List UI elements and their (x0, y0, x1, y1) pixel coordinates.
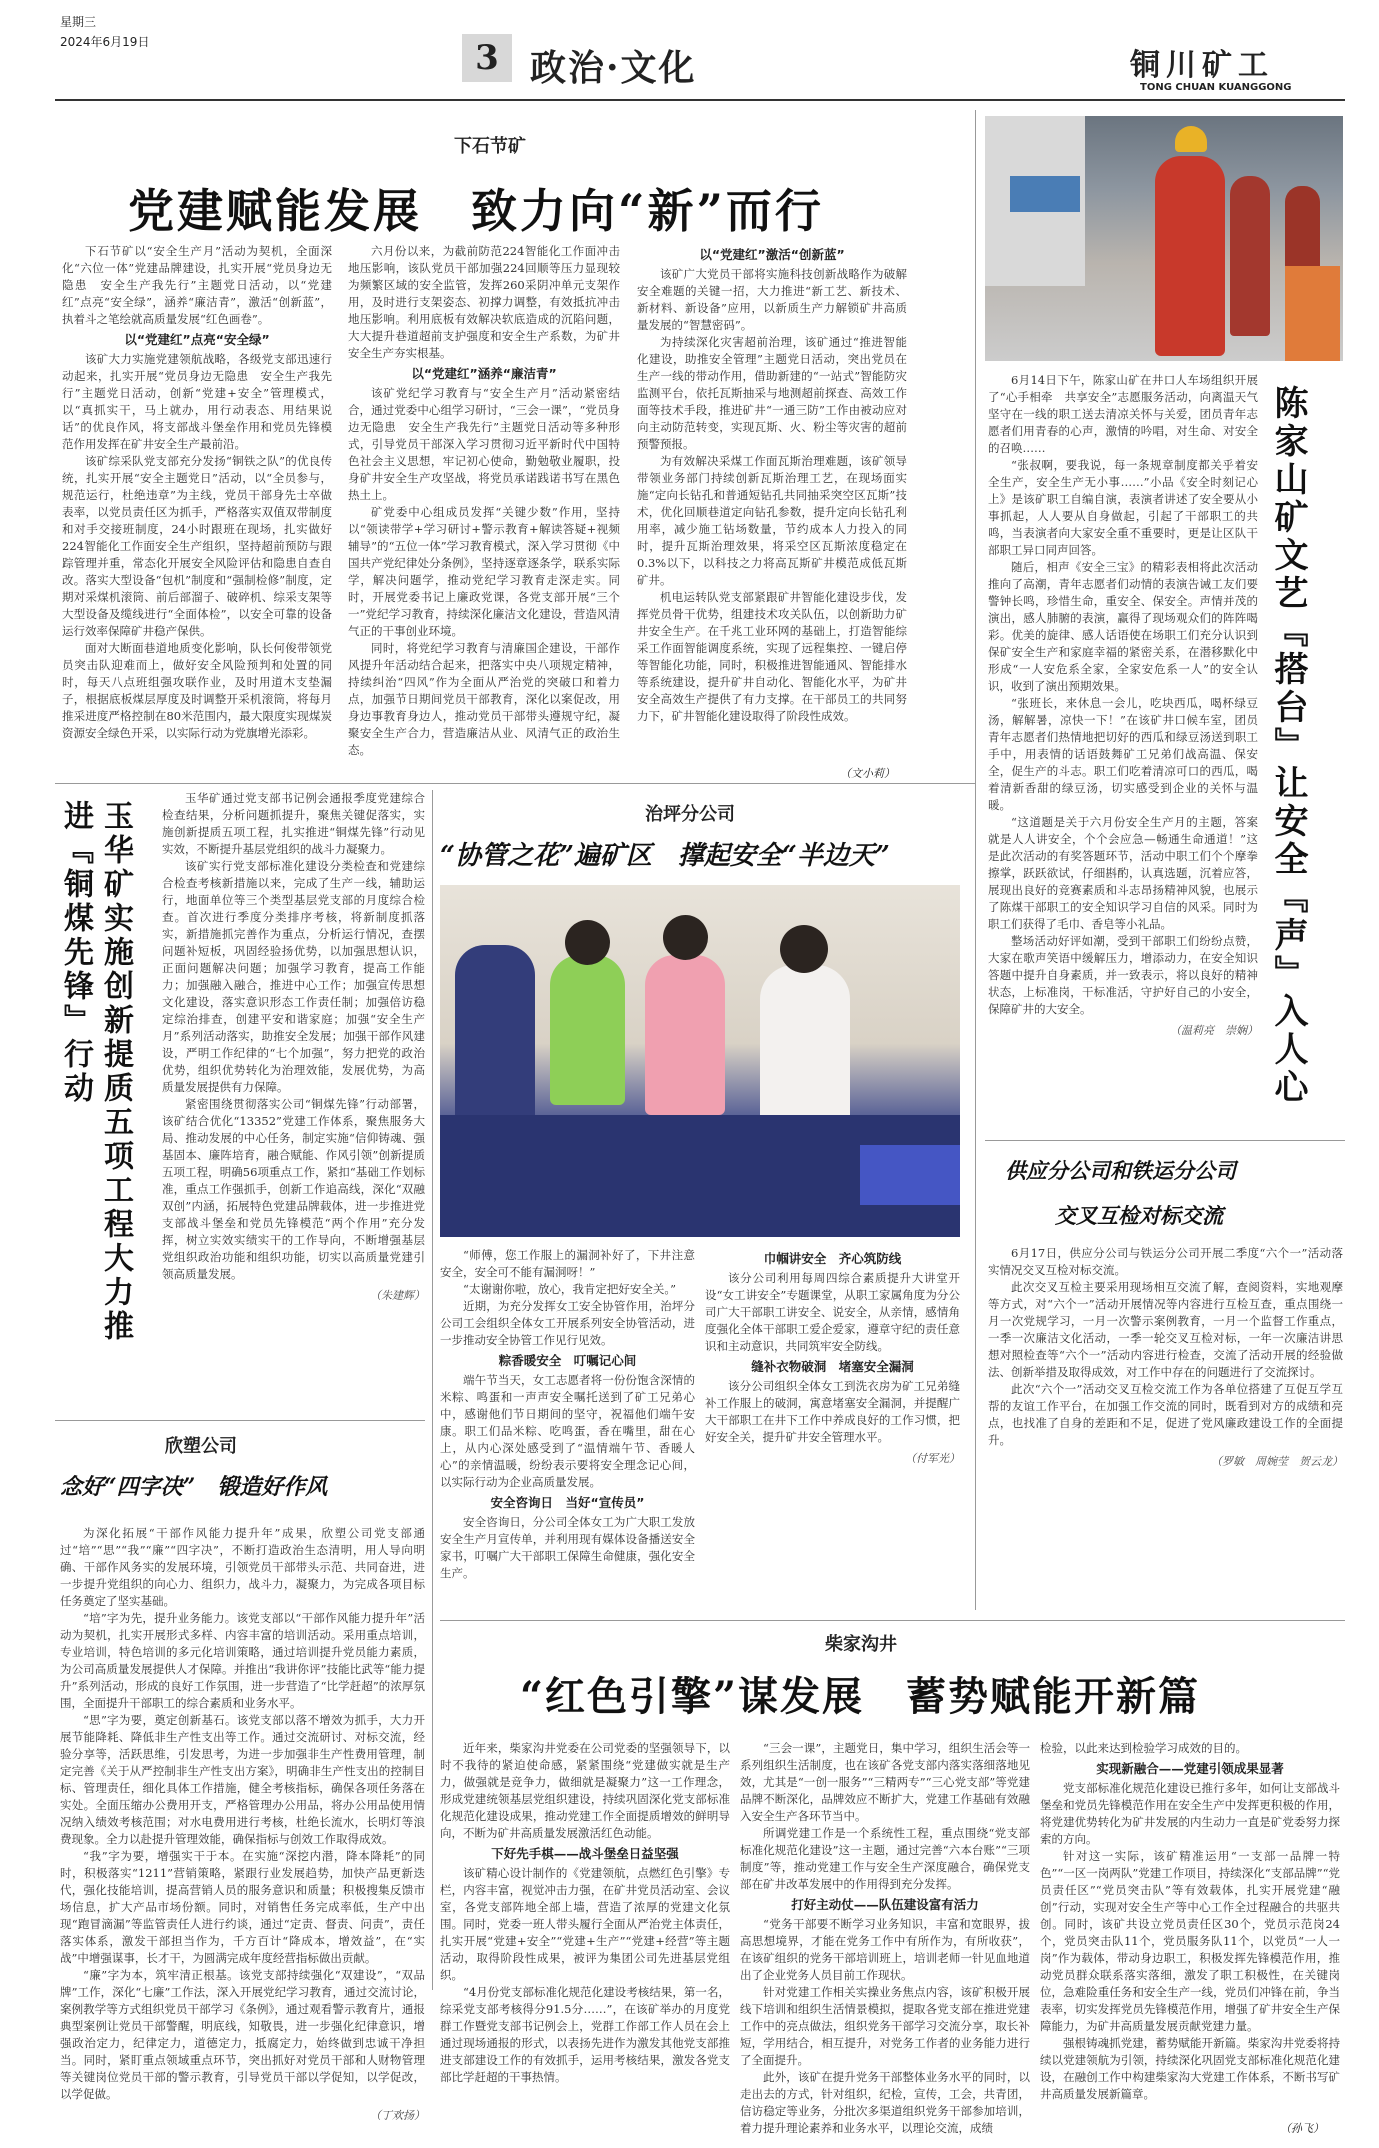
a5-unit: 治坪分公司 (645, 804, 735, 825)
a7-p10: 党支部标准化规范化建设已推行多年，如何让支部战斗堡垒和党员先锋模范作用在安全生产中发挥更积极的作用，将党建优势转化为矿井发展的内生动力一直是矿党委努力探索的方向。 (1040, 1781, 1340, 1846)
a7-sub2: 打好主动仗——队伍建设富有活力 (791, 1897, 979, 1912)
a7-p11: 针对这一实际，该矿精准运用“一支部一品牌一特色”“一区一岗两队”党建工作项目，持续深化“支部品牌”“党员责任区”“党员突击队”等有效载体，扎实开展党建“融创”行动，实现对安全生产等中心工作全过程融合的共驱共创。同时，该矿共设立党员责任区30个，党员示范岗24个，党员突击队11个，党员服务队11个，以党员“一人一岗”作为载体，带动身边职工，积极发挥先锋模范作用，推动党员群众联系落实落细，激发了职工积极性，在关键岗位，急难险重任务和安全生产一线，党员们冲锋在前，争当表率，切实发挥党员先锋模范作用，增强了矿井安全生产保障能力，为矿井高质量发展贡献党建力量。 (1040, 1849, 1340, 2033)
header-rule (55, 99, 1345, 101)
a7-p4: “三会一课”，主题党日，集中学习，组织生活会等一系列组织生活制度，也在该矿各党支部内落实落细落地见效，尤其是“一创一服务”“三精两专”“三心党支部”等党建品牌不断深化，品牌效应不断扩大，党建工作基础有效融入安全生产各环节当中。 (740, 1741, 1030, 1823)
a2-p6: 整场活动好评如潮，受到干部职工们纷纷点赞，大家在歌声笑语中缓解压力，增添动力，在安全知识答题中提升自身素质，并一致表示，将以良好的精神状态，上标准岗，干标准活，守护好自己的小安全，保障矿井的大安全。 (988, 934, 1258, 1016)
a4-p1: 为深化拓展“干部作风能力提升年”成果，欣塑公司党支部通过“培”“思”“我”“廉”“四字决”，不断打造政治生态清明，用人导向明确、干部作风务实的发展环境，引领党员干部带头示范、共同奋进，进一步提升党组织的向心力、组织力，战斗力，凝聚力，为完成各项目标任务奠定了坚实基础。 (60, 1526, 425, 1608)
a5-byline: （付军光） (905, 1452, 960, 1465)
a7-col1 (440, 1740, 730, 2135)
a7-sub3: 实现新融合——党建引领成果显著 (1096, 1761, 1284, 1776)
a1-col2 (348, 243, 620, 778)
a1-sub3: 以“党建红”激活“创新蓝” (699, 247, 845, 262)
a5-title: “协管之花”遍矿区 撑起安全“半边天” (440, 841, 890, 871)
a3-p1: 玉华矿通过党支部书记例会通报季度党建综合检查结果，分析问题抓提升，聚焦关键促落实，实施创新提质五项工程，扎实推进“铜煤先锋”行动见实效，不断提升基层党组织的战斗力凝聚力。 (162, 791, 425, 856)
a5-col2 (705, 1247, 960, 1647)
a5-sub1: 粽香暖安全 叮嘱记心间 (498, 1353, 637, 1368)
rule-a2-a6 (985, 1140, 1345, 1141)
a4-p3: “思”字为要，奠定创新基石。该党支部以落不增效为抓手，大力开展节能降耗、降低非生产性支出等工作。通过交流研讨、对标交流，经验分享等，活跃思维，引发思考，为进一步加强非生产性费用管理，制定完善《关于从严控制非生产性支出方案》，明确非生产性支出的控制目标、管理责任，细化具体工作措施，健全考核指标，确保各项任务落在实处。全面压缩办公费用开支，严格管理办公用品，将办公用品使用情况纳入绩效考核范围；对水电费用进行考核，杜绝长流水，长明灯等浪费现象。全力以赴提升管理效能，确保指标与创效工作取得成效。 (60, 1713, 425, 1846)
a2-p1: 6月14日下午，陈家山矿在井口人车场组织开展了“心手相牵 共享安全”志愿服务活动，向离温天气坚守在一线的职工送去清凉关怀与关爱，团员青年志愿者们用青春的心声，激情的吟唱，对生命、对安全的召唤…… (988, 373, 1258, 455)
a1-title: 党建赋能发展 致力向“新”而行 (128, 184, 824, 238)
a2-p4: “张班长，来休息一会儿，吃块西瓜，喝杯绿豆汤，解解暑，凉快一下！”在该矿井口候车室，团员青年志愿者们热情地把切好的西瓜和绿豆汤送到职工手中，用表情的话语鼓舞矿工兄弟们战高温、保安全，促生产的斗志。职工们吃着清凉可口的西瓜，喝着清新香甜的绿豆汤，切实感受到企业的关怀与温暖。 (988, 696, 1258, 812)
a5-p5: 安全咨询日，分公司全体女工为广大职工发放安全生产月宣传单，并利用现有媒体设备播送安全家书，叮嘱广大干部职工保障生命健康，强化安全生产。 (440, 1515, 695, 1580)
a2-p3: 随后，相声《安全三宝》的精彩表相将此次活动推向了高潮，青年志愿者们动情的表演告诫工友们要警钟长鸣，珍惜生命，重安全、保安全。声情并茂的演出，感人肺腑的表演，赢得了现场观众们的阵阵喝彩。优美的旋律、感人话语使在场职工们充分认识到保矿安全生产和家庭幸福的紧密关系，在潜移默化中形成“一人安危系全家，全家安危系一人”的安全认识，收到了演出预期效果。 (988, 560, 1258, 693)
a7-col2 (740, 1740, 1030, 2135)
a3-byline: （朱建辉） (370, 1289, 425, 1302)
a1-col3 (637, 243, 907, 778)
a1-col1 (62, 243, 332, 778)
a4-unit: 欣塑公司 (165, 1436, 237, 1457)
page-number: 3 (475, 38, 499, 78)
header (0, 0, 1379, 95)
a2-body (988, 372, 1258, 1132)
mine-workers-photo (985, 116, 1343, 361)
a4-body (60, 1525, 425, 2130)
a7-p3: “4月份党支部标准化规范化建设考核结果，第一名，综采党支部考核得分91.5分……”，在该矿举办的月度党群工作暨党支部书记例会上，党群工作部工作人员在会上通过现场通报的形式，以表扬先进作为激发其他党支部推进支部建设工作的有效抓手，运用考核结果，激发各党支部比学赶超的干事热情。 (440, 1985, 730, 2084)
a7-p6: “党务干部要不断学习业务知识，丰富和宽眼界，拔高思想境界，才能在党务工作中有所作为，有所收获”，在该矿组织的党务干部培训班上，培训老师一针见血地道出了企业党务人员目前工作现状。 (740, 1917, 1030, 1982)
a1-c3p4: 机电运转队党支部紧跟矿井智能化建设步伐，发挥党员骨干优势，组建技术攻关队伍，以创新助力矿井安全生产。在千兆工业环网的基础上，打造智能综采工作面智能调度系统，实现了远程集控、一键启停等智能化功能，同时，积极推进智能通风、智能排水等系统建设，提升矿井自动化、智能化水平，为矿井安全高效生产提供了有力支撑。在干部员工的共同努力下，矿井智能化建设取得了阶段性成效。 (637, 590, 907, 723)
a5-p1: “师傅，您工作服上的漏洞补好了，下井注意安全，安全可不能有漏洞呀！” (440, 1248, 695, 1279)
a5-p3: 近期，为充分发挥女工安全协管作用，治坪分公司工会组织全体女工开展系列安全协管活动，进一步推动安全协管工作见行见效。 (440, 1299, 695, 1347)
a7-col3 (1040, 1740, 1340, 2135)
a7-p2: 该矿精心设计制作的《党建领航，点燃红色引擎》专栏，内容丰富，视觉冲击力强，在矿井党员活动室、会议室，各党支部阵地全部上墙，营造了浓厚的党建文化氛围。同时，党委一班人带头履行全面从严治党主体责任，扎实开展“党建+安全”“党建+生产”“党建+经营”等主题活动，取得阶段性成果，被评为集团公司先进基层党组织。 (440, 1866, 730, 1982)
a6-p3: 此次“六个一”活动交叉互检交流工作为各单位搭建了互促互学互帮的友谊工作平台，在加强工作交流的同时，既看到对方的成绩和亮点，也找准了自身的差距和不足，促进了党风廉政建设工作的全面提升。 (988, 1382, 1343, 1447)
rule-mid-left (55, 783, 975, 784)
a1-c3p1: 该矿广大党员干部将实施科技创新战略作为破解安全难题的关键一招，大力推进“新工艺、新技术、新材料、新设备”应用，以新质生产力解锁矿井高质量发展的“智慧密码”。 (637, 267, 907, 332)
rule-a7-top (440, 1620, 1345, 1621)
a7-sub1: 下好先手棋——战斗堡垒日益坚强 (491, 1846, 679, 1861)
a5-sub3: 巾帼讲安全 齐心筑防线 (763, 1251, 902, 1266)
a2-title: 陈家山矿文艺『搭台』让安全『声』入人心 (1268, 385, 1308, 1107)
a1-byline: （文小莉） (840, 767, 895, 780)
a7-p12: 强根铸魂抓党建，蓄势赋能开新篇。柴家沟井党委将持续以党建领航为引领，持续深化巩固党支部标准化规范化建设，在融创工作中构建柴家沟大党建工作体系，不断书写矿井高质量发展新篇章。 (1040, 2036, 1340, 2101)
a1-p2: 该矿综采队党支部充分发扬“铜铁之队”的优良传统，扎实开展“安全主题党日”活动，以“全员参与，规范运行，杜绝违章”为主线，党员干部身先士卒做表率，以党员责任区为抓手，严格落实双值双带制度和对手交接班制度，24小时跟班在现场，扎实做好224智能化工作面安全生产组织，坚持超前预防与跟踪管理并重，常态化开展安全风险评估和隐患自查自改。落实大型设备“包机”制度和“强制检修”制度，定期对采煤机滚筒、前后部溜子、破碎机、综采支架等大型设备及缆线进行“全面体检”，以安全可靠的设备运行效率保障矿井稳产保供。 (62, 454, 332, 638)
weekday: 星期三 (60, 15, 97, 29)
a1-p1: 该矿大力实施党建领航战略，各级党支部迅速行动起来，扎实开展“党员身边无隐患 安全生产我先行”主题党日活动，创新“党建+安全”管理模式，以“真抓实干，马上就办，用行动表态、用结果说话”的优良作风，将支部战斗堡垒作用和党员先锋模范作用发挥在矿井安全生产最前沿。 (62, 352, 332, 451)
paper-name: 铜川矿工 (1130, 48, 1274, 83)
female-workers-sewing-photo (440, 885, 960, 1237)
a5-p2: “太谢谢你啦，放心，我肯定把好安全关。” (463, 1282, 677, 1296)
a1-c3p2: 为持续深化灾害超前治理，该矿通过“推进智能化建设，助推安全管理”主题党日活动，突出党员在生产一线的带动作用，借助新建的“一站式”智能防灾监测平台，依托瓦斯抽采与地测超前探查、高效工作面等技术手段，推进矿井“一通三防”工作由被动应对向主动防范转变，实现瓦斯、火、粉尘等灾害的超前预警预报。 (637, 335, 907, 451)
a6-byline: （罗敏 周婉莹 贺云龙） (1211, 1455, 1343, 1468)
a4-title: 念好“四字决” 锻造好作风 (60, 1474, 328, 1500)
a5-p6: 该分公司利用每周四综合素质提升大讲堂开设“女工讲安全”专题课堂，从职工家属角度为分公司广大干部职工讲安全、说安全，从亲情，感情角度强化全体干部职工爱企爱家，遵章守纪的责任意识和主动意识，共同筑牢安全防线。 (705, 1271, 960, 1353)
rule-a3-a5 (432, 790, 433, 1990)
paper-pinyin: TONG CHUAN KUANGGONG (1140, 82, 1292, 93)
a1-lead: 下石节矿以“安全生产月”活动为契机，全面深化“六位一体”党建品牌建设，扎实开展“党员身边无隐患 安全生产我先行”主题党日活动，以“党建红”点亮“安全绿”，涵养“廉洁青”，激活“创新蓝”，执着斗之笔绘就高质量发展“红色画卷”。 (62, 244, 332, 326)
a6-title1: 供应分公司和铁运分公司 (1005, 1158, 1236, 1183)
a6-p1: 6月17日，供应分公司与铁运分公司开展二季度“六个一”活动落实情况交叉互检对标交流。 (988, 1246, 1343, 1277)
a3-title: 玉华矿实施创新提质五项工程大力推进『铜煤先锋』行动 (58, 800, 133, 1344)
a2-p5: “这道题是关于六月份安全生产月的主题，答案就是人人讲安全，个个会应急—畅通生命通道！”这是此次活动的有奖答题环节，活动中职工们个个摩拳擦掌，跃跃欲试，仔细斟酌，认真选题，沉着应答，展现出良好的竞赛素质和斗志昂扬精神风貌，也展示了陈煤干部职工的安全知识学习自信的风采。同时为职工们获得了毛巾、香皂等小礼品。 (988, 815, 1258, 931)
a5-p4: 端午节当天，女工志愿者将一份份饱含深情的米粽、鸣蛋和一声声安全嘱托送到了矿工兄弟心中，感谢他们节日期间的坚守，祝福他们端午安康。职工们品米粽、吃鸣蛋，香在嘴里，甜在心上，从内心深处感受到了“温情端午节、香暖人心”的亲情温暖，纷纷表示要将安全理念记心间，以实际行动为企业高质量发展。 (440, 1373, 695, 1489)
a1-c2p1: 六月份以来，为截前防范224智能化工作面冲击地压影响，该队党员干部加强224回顺等压力显现较为频繁区域的安全监管，发挥260采阴冲单元支架作用，及时进行支架姿态、初撑力调整，有效抵抗冲击地压影响。利用底板有效解决软底造成的沉陷问题，大大提升巷道超前支护强度和安全生产系数，为矿井安全生产夯实根基。 (348, 244, 620, 360)
a7-p9: 检验，以此来达到检验学习成效的目的。 (1040, 1741, 1247, 1755)
a5-col1 (440, 1247, 695, 1647)
a1-c2p2: 该矿党纪学习教育与“安全生产月”活动紧密结合，通过党委中心组学习研讨，“三会一课”，“党员身边无隐患 安全生产我先行”主题党日活动等多种形式，引导党员干部深入学习贯彻习近平新时代中国特色社会主义思想，牢记初心使命，勤勉敬业履职，投身矿井安全生产攻坚战，将党员承诺践诺书写在黑色热土上。 (348, 386, 620, 502)
a7-p5: 所调党建工作是一个系统性工程，重点围绕“党支部标准化规范化建设”这一主题，通过完善“六本台账”“三项制度”等，推动党建工作与安全生产深度融合，确保党支部在矿井改革发展中的作用得到充分发挥。 (740, 1826, 1030, 1891)
a2-byline: （温莉亮 崇娴） (1170, 1024, 1258, 1037)
a7-p1: 近年来，柴家沟井党委在公司党委的坚强领导下，以时不我待的紧迫使命感，紧紧围绕“党建做实就是生产力，做强就是竞争力，做细就是凝聚力”这一工作理念，形成党建统领基层党组织建设，持续巩固深化党支部标准化规范化建设成果，推动党建工作全面提质增效的鲜明导向，不断为矿井高质量发展激活红色动能。 (440, 1741, 730, 1840)
page-number-box (462, 34, 512, 82)
a2-p2: “张叔啊，要我说，每一条规章制度都关乎着安全生产，安全生产无小事……”小品《安全时刻记心上》是该矿职工自编自演，表演者讲述了安全要从小事抓起，人人要从自身做起，引起了干部职工的共鸣，当表演者向大家安全重不重要时，更是让区队干部职工异口同声回答。 (988, 458, 1258, 557)
a7-p8: 此外，该矿在提升党务干部整体业务水平的同时，以走出去的方式，针对组织，纪检，宣传，工会，共青团，信访稳定等业务，分批次多渠道组织党务干部参加培训，着力提升理论素养和业务水平，以理论交流，成绩 (740, 2070, 1030, 2135)
a3-p2: 该矿实行党支部标准化建设分类检查和党建综合检查考核新措施以来，完成了生产一线，辅助运行，地面单位等三个类型基层党支部的月度综合检查。首次进行季度分类排序考核，将新制度抓落实，新措施抓完善作为重点，分析运行情况，查摆问题补短板，巩固经验扬优势，以加强思想认识，正面问题解决问题；加强学习教育，提高工作能力；加强融入融合，推进中心工作；加强宣传思想文化建设，落实意识形态工作责任制；加强倍访稳定综治排查，创建平安和谐家庭；加强“安全生产月”系列活动落实，助推安全发展；加强干部作风建设，严明工作纪律的“七个加强”，努力把党的政治优势，组织优势转化为治理效能，发展优势，为高质量发展提供有力保障。 (162, 859, 425, 1094)
rule-a3-a4 (55, 1420, 425, 1421)
a4-p4: “我”字为要，增强实干于本。在实施“深挖内潜，降本降耗”的同时，积极落实“1211”营销策略，紧跟行业发展趋势，加快产品更新迭代，强化技能培训，提高营销人员的服务意识和质量；积极搜集反馈市场信息，扩大产品市场份额。同时，对销售任务完成率低，生产中出现“跑冒滴漏”等监管责任人进行约谈，通过“定责、督责、问责”，责任落实体系，激发干部担当作为，千方百计“降成本，增效益”，在“实战”中增强谋事，长才干，为圆满完成年度经营指标做出贡献。 (60, 1849, 425, 1965)
rule-right-col (975, 110, 976, 1610)
a1-c2p4: 同时，将党纪学习教育与清廉国企建设，干部作风提升年活动结合起来，把落实中央八项规定精神，持续纠治“四风”作为全面从严治党的突破口和着力点，加强节日期间党员干部教育，深化以案促改，用身边事教育身边人，推动党员干部带头遵规守纪，凝聚安全生产合力，营造廉洁从业、风清气正的政治生态。 (348, 641, 620, 757)
a4-p5: “廉”字为本，筑牢清正根基。该党支部持续强化“双建设”，“双品牌”工作，深化“七廉”工作法，深入开展党纪学习教育，通过交流讨论，案例教学等方式组织党员干部学习《条例》，通过观看警示教育片，通报典型案例让党员干部警醒，明底线，知敬畏，进一步强化纪律意识，增强政治定力，纪律定力，道德定力，抵腐定力，始终做到忠诚干净担当。同时，紧盯重点领域重点环节，突出抓好对党员干部和人财物管理等关键岗位党员干部的警示教育，引导党员干部以学促知，以学促改，以学促做。 (60, 1968, 425, 2101)
a7-unit: 柴家沟井 (825, 1634, 897, 1655)
a1-p3: 面对大断面巷道地质变化影响，队长何俊带领党员突击队迎难而上，做好安全风险预判和处置的同时，每天八点班组强攻联作业，及时用道木支垫漏子，根据底板煤层厚度及时调整开采机滚筒，将每月推采进度严格控制在80米范围内，最大限度实现煤炭资源安全绿色开采，以实际行动为党旗增光添彩。 (62, 641, 332, 740)
a3-p3: 紧密围绕贯彻落实公司“铜煤先锋”行动部署，该矿结合优化“13352”党建工作体系，聚焦服务大局、推动发展的中心任务，制定实施“信仰铸魂、强基固本、廉阵培育，融合赋能、作风引领”创新提质五项工程，明确56项重点工作，紧扣“基础工作划标准，重点工作强抓手，创新工作追高线，深化“双融双创”内涵，拓展特色党建品牌载体，进一步推进党支部战斗堡垒和党员先锋模范“两个作用”充分发挥，树立实效实绩实干的工作导向，不断增强基层党组织政治功能和组织功能，切实以高质量党建引领高质量发展。 (162, 1097, 425, 1281)
section-title: 政治·文化 (530, 47, 697, 89)
a5-sub2: 安全咨询日 当好“宣传员” (490, 1495, 645, 1510)
a1-unit: 下石节矿 (454, 136, 526, 157)
a7-title: “红色引擎”谋发展 蓄势赋能开新篇 (520, 1673, 1201, 1720)
a5-sub4: 缝补衣物破洞 堵塞安全漏洞 (751, 1359, 914, 1374)
a4-p2: “培”字为先，提升业务能力。该党支部以“干部作风能力提升年”活动为契机，扎实开展形式多样、内容丰富的培训活动。采用重点培训，专业培训，特色培训的多元化培训策略，通过培训提升党员能力素质，为公司高质量发展提供人才保障。并推出“我讲你评”技能比武等“能力提升”系列活动，形成的良好工作氛围，进一步营造了“比学赶超”的浓厚氛围，全面提升干部职工的综合素质和业务水平。 (60, 1611, 425, 1710)
a7-byline: （孙飞） (1280, 2122, 1324, 2135)
a1-c3p3: 为有效解决采煤工作面瓦斯治理难题，该矿领导带领业务部门持续创新瓦斯治理工艺，在现场面实施“定向长钻孔和普通短钻孔共同抽采突空区瓦斯”技术，优化回顺巷道定向钻孔参数，提升定向长钻孔利用率，减少施工钻场数量，节约成本人力投入的同时，提升瓦斯治理效果，将采空区瓦斯浓度稳定在0.3%以下，以科技之力将高瓦斯矿井模范成低瓦斯矿井。 (637, 454, 907, 587)
a6-body (988, 1245, 1343, 1615)
a1-sub2: 以“党建红”涵养“廉洁青” (411, 366, 557, 381)
a1-c2p3: 矿党委中心组成员发挥“关键少数”作用，坚持以“领读带学+学习研讨+警示教育+解读答疑+视频辅导”的“五位一体”学习教育模式，深入学习贯彻《中国共产党纪律处分条例》，坚持逐章逐条学，联系实际学，解决问题学，推动党纪学习教育走深走实。同时，开展党委书记上廉政党课，各党支部开展“三个一”党纪学习教育，持续深化廉洁文化建设，营造风清气正的干事创业环境。 (348, 505, 620, 638)
a6-title2: 交叉互检对标交流 (1055, 1203, 1223, 1228)
a5-p7: 该分公司组织全体女工到洗衣房为矿工兄弟缝补工作服上的破洞，寓意堵塞安全漏洞，并提醒广大干部职工在井下工作中养成良好的工作习惯，把好安全关，提升矿井安全管理水平。 (705, 1379, 960, 1444)
a4-byline: （丁欢扬） (370, 2109, 425, 2122)
a1-sub1: 以“党建红”点亮“安全绿” (124, 332, 270, 347)
a6-p2: 此次交叉互检主要采用现场相互交流了解，查阅资料，实地观摩等方式，对“六个一”活动开展情况等内容进行互检互查，重点围绕一月一次党规学习，一月一次警示案例教育，一月一个监督工作重点，一季一次廉洁文化活动，一季一轮交叉互检对标，一年一次廉洁讲思想对照检查等“六个一”活动内容进行检查，交流了活动开展的经验做法、创新举措及取得成效，对工作中存在的问题进行了交流探讨。 (988, 1280, 1343, 1379)
a7-p7: 针对党建工作相关实操业务焦点内容，该矿积极开展线下培训和组织生活情景模拟，提取各党支部在推进党建工作中的亮点做法，组织党务干部学习交流分享，取长补短，学用结合，相互提升，对党务工作者的业务能力进行了全面提升。 (740, 1985, 1030, 2067)
issue-date: 2024年6月19日 (60, 35, 150, 49)
a3-body (162, 790, 425, 1415)
